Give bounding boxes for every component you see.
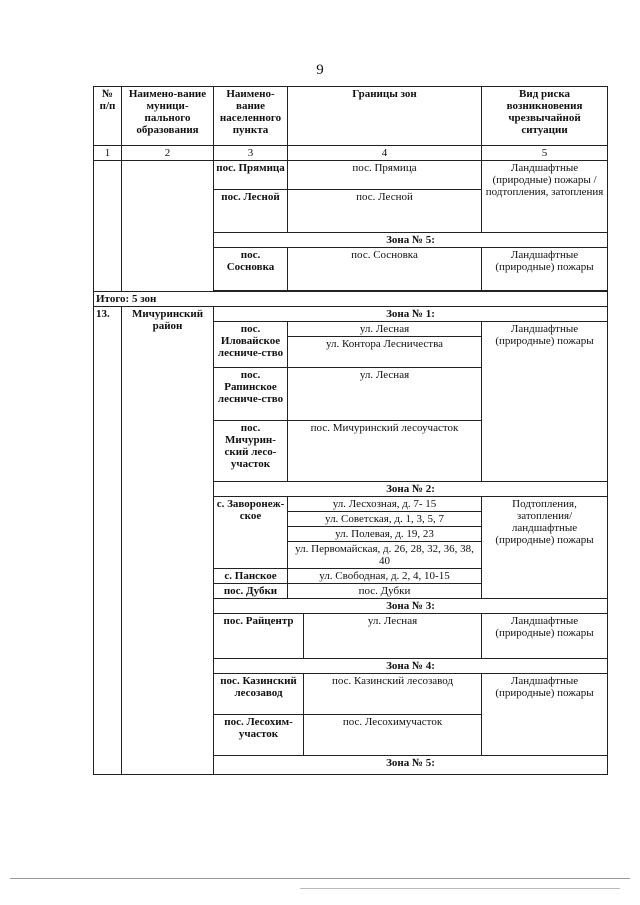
border-cell: ул. Лесхозная, д. 7- 15: [288, 497, 482, 512]
settlement-cell: пос. Дубки: [214, 584, 288, 599]
zone-header-row: [94, 307, 608, 322]
border-cell: ул. Первомайская, д. 26, 28, 32, 36, 38, 40: [288, 542, 482, 569]
settlement-cell: пос. Сосновка: [214, 248, 288, 291]
border-cell: пос. Сосновка: [288, 248, 482, 291]
total-row: [94, 292, 608, 307]
zone-title: Зона № 2:: [214, 482, 608, 497]
border-cell: пос. Дубки: [288, 584, 482, 599]
border-cell: ул. Лесная: [288, 322, 482, 337]
settlement-cell: пос. Казинский лесозавод: [214, 674, 304, 715]
border-cell: ул. Полевая, д. 19, 23: [288, 527, 482, 542]
border-cell: пос. Казинский лесозавод: [304, 674, 482, 715]
page-number: 9: [316, 62, 324, 78]
settlement-cell: с. Заворонеж-ское: [214, 497, 288, 569]
scan-line: [300, 888, 620, 889]
zone-title: Зона № 5:: [214, 756, 608, 775]
settlement-cell: пос. Райцентр: [214, 614, 304, 659]
risk-cell: Ландшафтные (природные) пожары: [482, 322, 608, 482]
zone-title: Зона № 3:: [214, 599, 608, 614]
col-number: 2: [122, 146, 214, 161]
border-cell: пос. Лесохимучасток: [304, 715, 482, 756]
settlement-cell: пос. Иловайское лесниче-ство: [214, 322, 288, 368]
header-borders: Границы зон: [288, 87, 482, 146]
border-cell: ул. Лесная: [304, 614, 482, 659]
table-header-row: [94, 87, 608, 146]
settlement-cell: пос. Мичурин-ский лесо-участок: [214, 421, 288, 482]
settlement-cell: пос. Лесохим-участок: [214, 715, 304, 756]
col-number: 3: [214, 146, 288, 161]
header-risk: Вид риска возникновения чрезвычайной ситуации: [482, 87, 608, 146]
risk-cell: Ландшафтные (природные) пожары: [482, 248, 608, 291]
col-number: 1: [94, 146, 122, 161]
risk-cell: Ландшафтные (природные) пожары: [482, 674, 608, 756]
table-row: [94, 161, 608, 190]
settlement-cell: пос. Рапинское лесниче-ство: [214, 368, 288, 421]
border-cell: пос. Мичуринский лесоучасток: [288, 421, 482, 482]
settlement-cell: с. Панское: [214, 569, 288, 584]
border-cell: ул. Советская, д. 1, 3, 5, 7: [288, 512, 482, 527]
row-number: 13.: [94, 307, 122, 775]
col-number: 4: [288, 146, 482, 161]
zones-table: [93, 86, 608, 775]
header-settlement: Наимено-вание населенного пункта: [214, 87, 288, 146]
header-municipality: Наимено-вание муници-пального образования: [122, 87, 214, 146]
border-cell: ул. Свободная, д. 2, 4, 10-15: [288, 569, 482, 584]
zone-title: Зона № 1:: [214, 307, 608, 322]
border-cell: пос. Прямица: [288, 161, 482, 190]
scan-line: [10, 878, 630, 879]
border-cell: ул. Лесная: [288, 368, 482, 421]
column-numbers-row: [94, 146, 608, 161]
border-cell: пос. Лесной: [288, 190, 482, 233]
risk-cell: Ландшафтные (природные) пожары: [482, 614, 608, 659]
settlement-cell: пос. Прямица: [214, 161, 288, 190]
zone-title: Зона № 4:: [214, 659, 608, 674]
risk-cell: Подтопления, затопления/ ландшафтные (природные) пожары: [482, 497, 608, 599]
municipality-name: Мичуринский район: [122, 307, 214, 775]
border-cell: ул. Контора Лесничества: [288, 337, 482, 368]
zone-title: Зона № 5:: [214, 233, 608, 248]
header-num: № п/п: [94, 87, 122, 146]
risk-cell: Ландшафтные (природные) пожары / подтопления, затопления: [482, 161, 608, 233]
total-label: Итого: 5 зон: [94, 292, 608, 307]
col-number: 5: [482, 146, 608, 161]
settlement-cell: пос. Лесной: [214, 190, 288, 233]
